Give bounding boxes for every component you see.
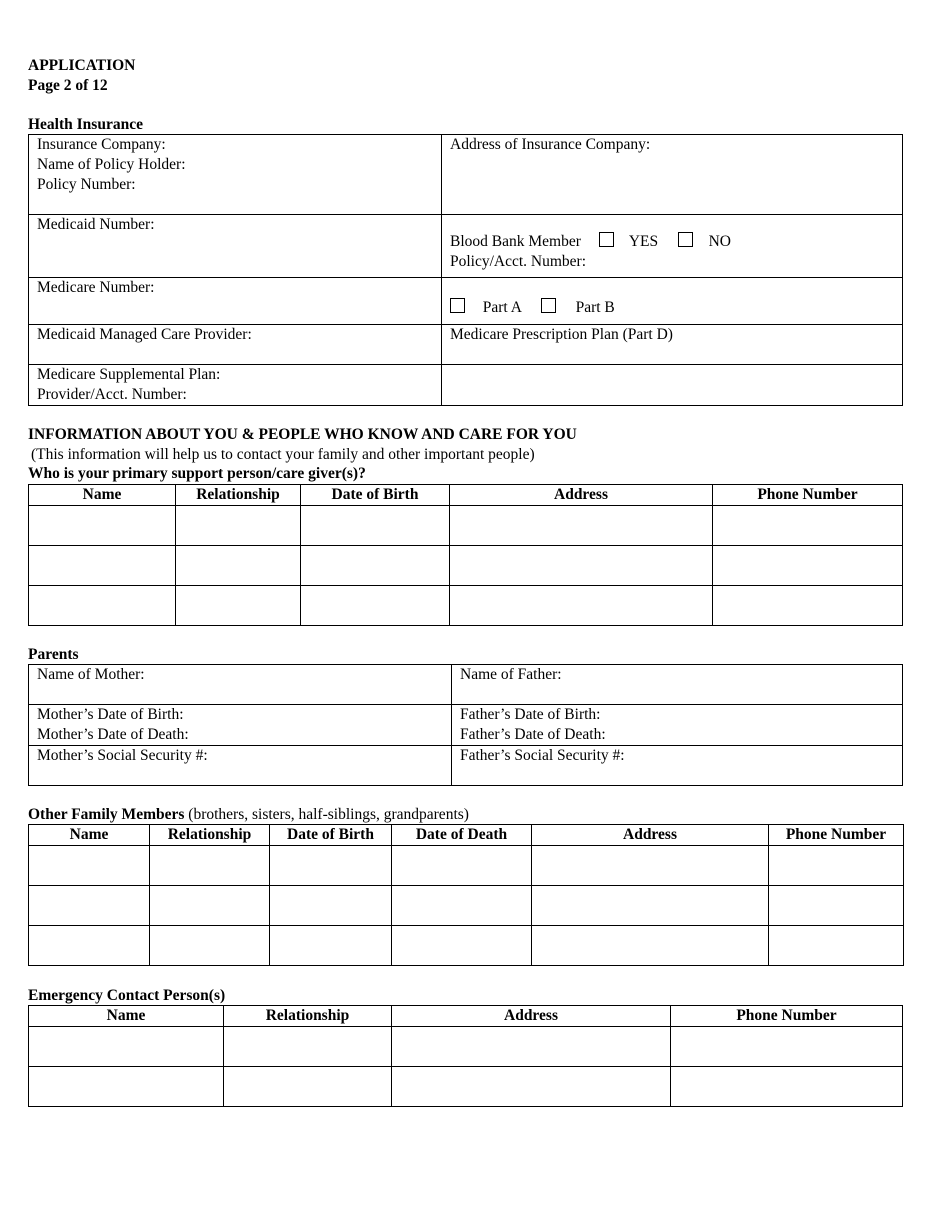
health-insurance-table [28,134,903,406]
insurance-company-cell[interactable] [29,135,442,215]
blood-bank-yes-checkbox[interactable] [599,232,614,247]
mother-dod-label: Mother’s Date of Death: [37,726,189,743]
phone-number-cell[interactable] [713,546,903,586]
support-person-question: Who is your primary support person/care giver(s)? [28,465,366,482]
column-header-relationship: Relationship [176,485,301,506]
medicaid-number-label: Medicaid Number: [37,216,155,233]
date-of-death-cell[interactable] [392,886,532,926]
column-header-date-of-birth: Date of Birth [270,825,392,846]
relationship-cell[interactable] [176,506,301,546]
supplemental-plan-label: Medicare Supplemental Plan: [37,366,221,383]
phone-number-cell[interactable] [769,926,904,966]
name-cell[interactable] [29,506,176,546]
emergency-contact-table [28,1005,903,1107]
table-row [29,1027,903,1067]
policy-holder-label: Name of Policy Holder: [37,156,186,173]
column-header-address: Address [532,825,769,846]
name-cell[interactable] [29,1067,224,1107]
column-header-relationship: Relationship [150,825,270,846]
father-ssn-cell[interactable] [452,746,903,786]
table-row [29,586,903,626]
table-row [29,886,904,926]
date-of-birth-cell[interactable] [270,846,392,886]
provider-acct-label: Provider/Acct. Number: [37,386,187,403]
other-family-heading: Other Family Members [28,806,185,823]
phone-number-cell[interactable] [671,1067,903,1107]
father-name-label: Name of Father: [460,666,562,683]
name-cell[interactable] [29,846,150,886]
prescription-plan-label: Medicare Prescription Plan (Part D) [450,326,673,343]
relationship-cell[interactable] [176,586,301,626]
insurance-address-cell[interactable] [442,135,903,215]
date-of-death-cell[interactable] [392,926,532,966]
blood-bank-no-checkbox[interactable] [678,232,693,247]
parents-table [28,664,903,786]
date-of-birth-cell[interactable] [270,886,392,926]
phone-number-cell[interactable] [769,886,904,926]
name-cell[interactable] [29,1027,224,1067]
part-a-label: Part A [482,299,522,316]
managed-care-cell[interactable] [29,325,442,365]
column-header-phone-number: Phone Number [713,485,903,506]
medicare-parts-cell [442,278,903,325]
column-header-address: Address [450,485,713,506]
form-title: APPLICATION [28,57,136,74]
name-cell[interactable] [29,886,150,926]
phone-number-cell[interactable] [769,846,904,886]
phone-number-cell[interactable] [671,1027,903,1067]
column-header-date-of-birth: Date of Birth [301,485,450,506]
date-of-death-cell[interactable] [392,846,532,886]
blood-bank-label: Blood Bank Member [450,233,581,250]
table-row [29,846,904,886]
page-number: Page 2 of 12 [28,77,108,94]
name-cell[interactable] [29,926,150,966]
column-header-name: Name [29,1006,224,1027]
prescription-plan-cell[interactable] [442,325,903,365]
phone-number-cell[interactable] [713,586,903,626]
relationship-cell[interactable] [150,886,270,926]
medicare-number-cell[interactable] [29,278,442,325]
name-cell[interactable] [29,546,176,586]
father-dod-label: Father’s Date of Death: [460,726,606,743]
address-cell[interactable] [450,586,713,626]
health-insurance-heading: Health Insurance [28,116,143,133]
other-family-note: (brothers, sisters, half-siblings, grandparents) [188,806,469,823]
relationship-cell[interactable] [176,546,301,586]
part-a-checkbox[interactable] [450,298,465,313]
column-header-phone-number: Phone Number [671,1006,903,1027]
table-row [29,926,904,966]
insurance-address-label: Address of Insurance Company: [450,136,651,153]
managed-care-label: Medicaid Managed Care Provider: [37,326,252,343]
emergency-heading: Emergency Contact Person(s) [28,987,226,1004]
empty-cell[interactable] [442,365,903,406]
supplemental-plan-cell[interactable] [29,365,442,406]
name-cell[interactable] [29,586,176,626]
date-of-birth-cell[interactable] [301,506,450,546]
relationship-cell[interactable] [224,1067,392,1107]
part-b-checkbox[interactable] [541,298,556,313]
blood-bank-yes-label: YES [628,233,659,250]
phone-number-cell[interactable] [713,506,903,546]
mother-name-label: Name of Mother: [37,666,145,683]
mother-name-cell[interactable] [29,665,452,705]
relationship-cell[interactable] [150,846,270,886]
column-header-relationship: Relationship [224,1006,392,1027]
other-family-table [28,824,904,966]
info-section-heading: INFORMATION ABOUT YOU & PEOPLE WHO KNOW AND CARE FOR YOU [28,426,577,443]
medicaid-number-cell[interactable] [29,215,442,278]
address-cell[interactable] [532,926,769,966]
address-cell[interactable] [450,506,713,546]
relationship-cell[interactable] [224,1027,392,1067]
father-dob-label: Father’s Date of Birth: [460,706,601,723]
table-row [29,1067,903,1107]
parents-heading: Parents [28,646,79,663]
part-b-label: Part B [575,299,615,316]
date-of-birth-cell[interactable] [301,586,450,626]
mother-ssn-label: Mother’s Social Security #: [37,747,208,764]
column-header-date-of-death: Date of Death [392,825,532,846]
blood-bank-cell [442,215,903,278]
blood-bank-policy-label: Policy/Acct. Number: [450,253,587,270]
column-header-phone-number: Phone Number [769,825,904,846]
address-cell[interactable] [532,886,769,926]
relationship-cell[interactable] [150,926,270,966]
address-cell[interactable] [532,846,769,886]
date-of-birth-cell[interactable] [301,546,450,586]
column-header-name: Name [29,825,150,846]
blood-bank-no-label: NO [708,233,731,250]
column-header-address: Address [392,1006,671,1027]
table-row [29,506,903,546]
address-cell[interactable] [450,546,713,586]
column-header-name: Name [29,485,176,506]
father-ssn-label: Father’s Social Security #: [460,747,625,764]
support-person-table [28,484,903,626]
father-dates-cell[interactable] [452,705,903,746]
policy-number-label: Policy Number: [37,176,136,193]
address-cell[interactable] [392,1067,671,1107]
medicare-number-label: Medicare Number: [37,279,155,296]
insurance-company-label: Insurance Company: [37,136,166,153]
date-of-birth-cell[interactable] [270,926,392,966]
mother-ssn-cell[interactable] [29,746,452,786]
mother-dates-cell[interactable] [29,705,452,746]
father-name-cell[interactable] [452,665,903,705]
mother-dob-label: Mother’s Date of Birth: [37,706,184,723]
info-section-subtext: (This information will help us to contact your family and other important people) [31,446,535,463]
other-family-heading-line [28,805,469,825]
address-cell[interactable] [392,1027,671,1067]
table-row [29,546,903,586]
